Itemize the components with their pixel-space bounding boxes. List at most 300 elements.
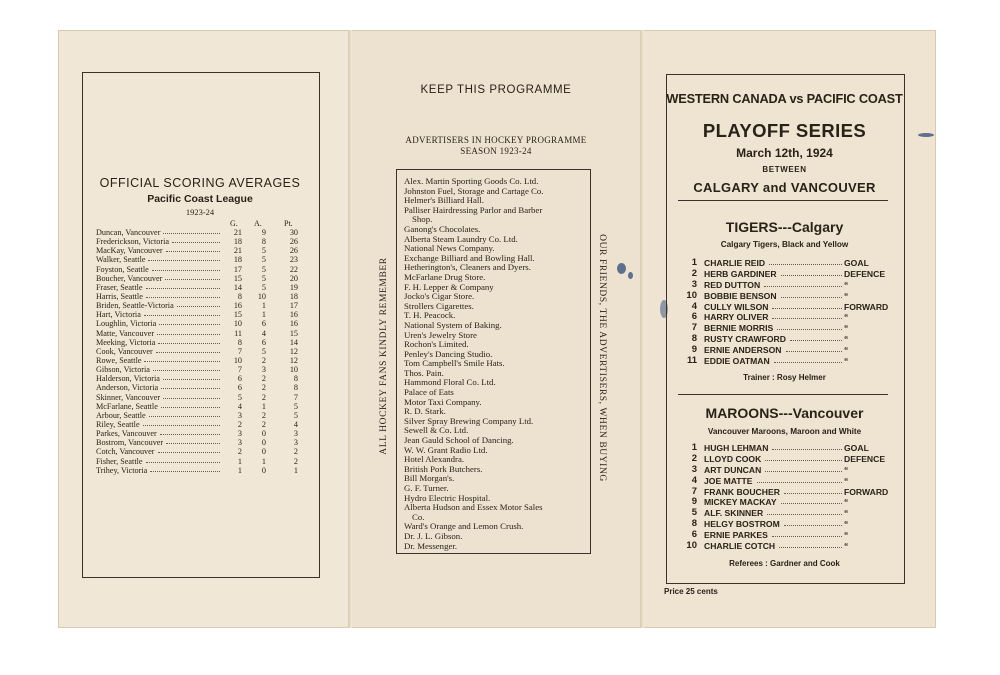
roster-row: [680, 541, 890, 552]
advertiser-item: R. D. Stark.: [404, 407, 446, 417]
advertiser-item: T. H. Peacock.: [404, 311, 456, 321]
assists: 2: [261, 410, 266, 420]
roster-row: [680, 345, 890, 356]
player-name: Frederickson, Victoria: [96, 237, 170, 247]
dot-leader: [784, 525, 842, 526]
dot-leader: [765, 471, 842, 472]
referees: Referees : Gardner and Cook: [729, 559, 840, 568]
dot-leader: [161, 407, 220, 408]
goals: 21: [233, 246, 242, 256]
vertical-text-left-label: ALL HOCKEY FANS KINDLY REMEMBER: [379, 257, 389, 455]
player-name: Duncan, Vancouver: [96, 228, 161, 237]
player-name: Foyston, Seattle: [96, 264, 149, 274]
advertiser-item: Ward's Orange and Lemon Crush.: [404, 522, 524, 532]
player-name: RED DUTTON: [704, 279, 761, 290]
player-name: HARRY OLIVER: [704, 312, 769, 323]
dot-leader: [159, 324, 220, 325]
points: 2: [293, 456, 298, 466]
roster-row: [680, 334, 890, 345]
dot-leader: [781, 297, 842, 298]
dot-leader: [146, 297, 220, 298]
advertiser-item: British Pork Butchers.: [404, 464, 483, 474]
advertiser-item: National System of Baking.: [404, 320, 502, 330]
player-position: GOAL: [844, 443, 869, 453]
dot-leader: [774, 362, 842, 363]
assists: 5: [261, 282, 266, 292]
goals: 1: [237, 465, 242, 475]
player-position: “: [844, 323, 849, 334]
advertiser-item: Jean Gauld School of Dancing.: [404, 436, 514, 446]
dot-leader: [161, 388, 220, 389]
scoring-row: [96, 310, 306, 319]
dot-leader: [172, 242, 220, 243]
assists: 4: [261, 328, 266, 338]
advertiser-item: Penley's Dancing Studio.: [404, 349, 493, 359]
player-name: ERNIE ANDERSON: [704, 345, 782, 356]
assists: 2: [261, 374, 266, 384]
player-position: DEFENCE: [844, 453, 886, 464]
player-name: Bostrom, Vancouver: [96, 438, 164, 448]
goals: 10: [233, 355, 242, 365]
scoring-row: [96, 292, 306, 301]
dot-leader: [163, 379, 220, 380]
advertiser-item: Uren's Jewelry Store: [404, 330, 477, 340]
advertisers-title: ADVERTISERS IN HOCKEY PROGRAMME: [405, 135, 587, 145]
scoring-row: [96, 447, 306, 456]
dot-leader: [772, 318, 842, 319]
advertiser-item: National News Company.: [404, 244, 495, 254]
jersey-number: 5: [691, 507, 697, 519]
advertiser-item: G. F. Turner.: [404, 484, 449, 493]
dot-leader: [784, 493, 842, 494]
dot-leader: [143, 425, 220, 426]
calgary-team-subtitle: Calgary Tigers, Black and Yellow: [720, 240, 849, 249]
fold-crease: [640, 30, 644, 628]
dot-leader: [150, 471, 220, 472]
scoring-row: [96, 356, 306, 365]
scoring-row: [96, 466, 306, 475]
scoring-row: [96, 374, 306, 383]
points: 17: [289, 301, 298, 311]
points: 5: [293, 401, 298, 411]
roster-row: [680, 323, 890, 334]
dot-leader: [772, 308, 842, 309]
advertiser-item: W. W. Grant Radio Ltd.: [404, 445, 488, 455]
scoring-row: [96, 246, 306, 255]
player-name: Hart, Victoria: [96, 310, 141, 320]
goals: 18: [233, 255, 242, 265]
player-name: Fisher, Seattle: [96, 456, 143, 466]
dot-leader: [777, 329, 842, 330]
jersey-number: 10: [686, 289, 697, 301]
playoff-title: PLAYOFF SERIES: [702, 120, 867, 141]
advertiser-item: Hotel Alexandra.: [404, 455, 465, 465]
player-name: EDDIE OATMAN: [704, 356, 770, 367]
player-position: “: [844, 508, 849, 519]
advertiser-item: Alberta Steam Laundry Co. Ltd.: [404, 234, 518, 244]
player-name: CHARLIE REID: [704, 258, 766, 268]
advertisers-season: SEASON 1923-24: [460, 146, 532, 156]
scoring-row: [96, 338, 306, 347]
dot-leader: [163, 233, 220, 234]
player-name: Parkes, Vancouver: [96, 429, 157, 439]
advertiser-item: Palliser Hairdressing Parlor and Barber: [404, 205, 543, 215]
assists: 2: [261, 355, 266, 365]
advertiser-item: Hetherington's, Cleaners and Dyers.: [404, 263, 531, 273]
jersey-number: 6: [691, 529, 697, 541]
scoring-row: [96, 383, 306, 392]
roster-row: [680, 465, 890, 476]
player-name: McFarlane, Seattle: [96, 401, 158, 411]
goals: 6: [237, 383, 242, 393]
col-assists: A.: [254, 219, 262, 228]
player-name: MICKEY MACKAY: [704, 497, 777, 508]
ink-stain: [628, 272, 633, 279]
jersey-number: 1: [691, 257, 697, 268]
player-position: “: [844, 519, 849, 530]
calgary-team-name: TIGERS---Calgary: [725, 219, 844, 235]
advertiser-item: Hydro Electric Hospital.: [404, 493, 491, 503]
jersey-number: 4: [691, 300, 697, 312]
player-name: Meeking, Victoria: [96, 337, 156, 347]
keep-programme-heading: KEEP THIS PROGRAMME: [420, 84, 572, 96]
goals: 18: [233, 237, 242, 247]
dot-leader: [772, 536, 842, 537]
dot-leader: [148, 260, 220, 261]
divider: [678, 200, 888, 201]
assists: 0: [261, 465, 266, 475]
points: 30: [289, 228, 298, 237]
player-position: “: [844, 497, 849, 508]
player-name: CULLY WILSON: [704, 301, 769, 312]
dot-leader: [146, 288, 220, 289]
dot-leader: [769, 264, 842, 265]
advertiser-item: Palace of Eats: [404, 388, 454, 398]
jersey-number: 3: [691, 278, 697, 290]
scoring-row: [96, 438, 306, 447]
goals: 8: [237, 291, 242, 301]
dot-leader: [790, 340, 842, 341]
points: 16: [289, 319, 298, 329]
points: 3: [293, 429, 298, 439]
jersey-number: 7: [691, 322, 697, 334]
goals: 14: [233, 282, 242, 292]
advertiser-item: Co.: [412, 512, 425, 522]
league-name: Pacific Coast League: [147, 193, 253, 205]
assists: 5: [261, 273, 266, 283]
assists: 2: [261, 419, 266, 429]
points: 8: [293, 383, 298, 393]
player-position: “: [844, 345, 849, 356]
player-name: Skinner, Vancouver: [96, 392, 161, 402]
col-points: Pt.: [284, 219, 293, 228]
player-name: MacKay, Vancouver: [96, 246, 163, 256]
calgary-roster: [680, 258, 890, 367]
player-position: “: [844, 279, 849, 290]
points: 18: [289, 291, 298, 301]
scoring-row: [96, 319, 306, 328]
scoring-row: [96, 411, 306, 420]
goals: 8: [237, 337, 242, 347]
advertiser-item: Hammond Floral Co. Ltd.: [404, 378, 496, 388]
jersey-number: 6: [691, 311, 697, 323]
advertiser-item: Jocko's Cigar Store.: [404, 292, 475, 302]
roster-row: [680, 487, 890, 498]
player-name: Loughlin, Victoria: [96, 319, 157, 329]
points: 1: [293, 465, 298, 475]
assists: 1: [261, 301, 266, 311]
player-position: “: [844, 541, 849, 552]
assists: 0: [261, 447, 266, 457]
game-date: March 12th, 1924: [736, 146, 833, 160]
vertical-text-right: [596, 228, 608, 488]
player-name: CHARLIE COTCH: [704, 541, 776, 552]
player-name: JOE MATTE: [704, 475, 753, 486]
player-name: Boucher, Vancouver: [96, 273, 163, 283]
points: 12: [289, 355, 298, 365]
jersey-number: 3: [691, 463, 697, 475]
vancouver-team-subtitle: Vancouver Maroons, Maroon and White: [707, 427, 862, 436]
player-name: ALF. SKINNER: [704, 508, 764, 519]
dot-leader: [166, 443, 220, 444]
player-position: “: [844, 464, 849, 475]
jersey-number: 11: [686, 355, 697, 367]
player-name: Gibson, Victoria: [96, 365, 150, 375]
assists: 6: [261, 337, 266, 347]
goals: 1: [237, 456, 242, 466]
dot-leader: [158, 343, 220, 344]
advertiser-item: Bill Morgan's.: [404, 474, 455, 484]
goals: 3: [237, 429, 242, 439]
roster-row: [680, 519, 890, 530]
roster-row: [680, 443, 890, 454]
scoring-row: [96, 255, 306, 264]
vertical-text-right-label: OUR FRIENDS, THE ADVERTISERS, WHEN BUYING: [597, 234, 607, 482]
assists: 5: [261, 264, 266, 274]
scoring-row: [96, 393, 306, 402]
points: 3: [293, 438, 298, 448]
advertiser-item: Rochon's Limited.: [404, 340, 469, 350]
dot-leader: [772, 449, 842, 450]
player-name: Walker, Seattle: [96, 255, 146, 265]
jersey-number: 9: [691, 496, 697, 508]
points: 20: [289, 273, 298, 283]
points: 23: [289, 255, 298, 265]
goals: 17: [233, 264, 242, 274]
goals: 7: [237, 346, 242, 356]
dot-leader: [786, 351, 842, 352]
player-name: Harris, Seattle: [96, 291, 143, 301]
matchup-heading: WESTERN CANADA vs PACIFIC COAST: [666, 91, 903, 106]
ink-stain: [918, 133, 934, 137]
advertiser-item: Dr. J. L. Gibson.: [404, 531, 463, 541]
player-name: Trihey, Victoria: [96, 465, 148, 475]
assists: 10: [257, 291, 266, 301]
jersey-number: 7: [691, 485, 697, 497]
assists: 3: [261, 365, 266, 375]
goals: 6: [237, 374, 242, 384]
roster-row: [680, 508, 890, 519]
assists: 0: [261, 438, 266, 448]
dot-leader: [165, 279, 220, 280]
advertiser-item: F. H. Lepper & Company: [404, 282, 494, 292]
player-name: Briden, Seattle-Victoria: [96, 301, 174, 311]
player-name: HUGH LEHMAN: [704, 443, 769, 453]
assists: 1: [261, 310, 266, 320]
scoring-row: [96, 402, 306, 411]
points: 16: [289, 310, 298, 320]
league-season: 1923-24: [185, 207, 215, 217]
goals: 2: [237, 447, 242, 457]
player-position: GOAL: [844, 258, 869, 268]
player-position: DEFENCE: [844, 268, 886, 279]
goals: 15: [233, 310, 242, 320]
roster-row: [680, 356, 890, 367]
dot-leader: [781, 503, 842, 504]
points: 7: [293, 392, 298, 402]
dot-leader: [781, 275, 842, 276]
goals: 11: [234, 328, 242, 338]
goals: 21: [233, 228, 242, 237]
scoring-row: [96, 301, 306, 310]
scoring-row: [96, 283, 306, 292]
player-name: Anderson, Victoria: [96, 383, 159, 393]
jersey-number: 8: [691, 333, 697, 345]
player-name: Rowe, Seattle: [96, 355, 142, 365]
dot-leader: [765, 460, 842, 461]
assists: 1: [261, 401, 266, 411]
price-label: Price 25 cents: [664, 587, 718, 596]
roster-row: [680, 476, 890, 487]
player-name: Cotch, Vancouver: [96, 447, 155, 457]
assists: 5: [261, 255, 266, 265]
advertiser-item: Alberta Hudson and Essex Motor Sales: [404, 503, 543, 513]
vancouver-team-name: MAROONS---Vancouver: [705, 405, 864, 421]
advertiser-item: Ganong's Chocolates.: [404, 224, 481, 234]
dot-leader: [144, 315, 220, 316]
advertiser-item: Johnston Fuel, Storage and Cartage Co.: [404, 186, 544, 196]
jersey-number: 1: [691, 442, 697, 453]
points: 26: [289, 246, 298, 256]
player-position: “: [844, 530, 849, 541]
player-name: Riley, Seattle: [96, 419, 140, 429]
roster-row: [680, 302, 890, 313]
jersey-number: 9: [691, 344, 697, 356]
scoring-table: [96, 228, 306, 475]
points: 12: [289, 346, 298, 356]
player-position: “: [844, 312, 849, 323]
advertiser-item: Motor Taxi Company.: [404, 397, 482, 407]
scoring-row: [96, 457, 306, 466]
advertiser-item: Alex. Martin Sporting Goods Co. Ltd.: [404, 177, 539, 186]
assists: 0: [261, 429, 266, 439]
advertiser-item: Thos. Pain.: [404, 368, 444, 378]
points: 5: [293, 410, 298, 420]
points: 8: [293, 374, 298, 384]
goals: 15: [233, 273, 242, 283]
assists: 2: [261, 383, 266, 393]
assists: 5: [261, 246, 266, 256]
player-name: Arbour, Seattle: [96, 410, 146, 420]
points: 22: [289, 264, 298, 274]
dot-leader: [757, 482, 842, 483]
assists: 8: [261, 237, 266, 247]
advertiser-item: Silver Spray Brewing Company Ltd.: [404, 416, 534, 426]
dot-leader: [160, 434, 220, 435]
player-name: HELGY BOSTROM: [704, 519, 780, 530]
advertisers-list: [404, 177, 586, 551]
dot-leader: [146, 462, 220, 463]
goals: 5: [237, 392, 242, 402]
col-goals: G.: [230, 219, 238, 228]
player-position: “: [844, 475, 849, 486]
scoring-title: OFFICIAL SCORING AVERAGES: [99, 176, 301, 190]
dot-leader: [764, 286, 842, 287]
assists: 9: [261, 228, 266, 237]
player-name: LLOYD COOK: [704, 453, 762, 464]
assists: 5: [261, 346, 266, 356]
roster-row: [680, 269, 890, 280]
goals: 4: [237, 401, 242, 411]
dot-leader: [163, 398, 220, 399]
player-position: “: [844, 356, 849, 367]
dot-leader: [767, 514, 842, 515]
between-label: BETWEEN: [762, 165, 807, 174]
advertiser-item: Dr. Messenger.: [404, 541, 458, 551]
teams-line: CALGARY and VANCOUVER: [693, 180, 876, 195]
dot-leader: [158, 452, 220, 453]
dot-leader: [156, 352, 220, 353]
points: 10: [289, 365, 298, 375]
assists: 6: [261, 319, 266, 329]
calgary-trainer: Trainer : Rosy Helmer: [743, 373, 826, 382]
goals: 16: [233, 301, 242, 311]
scoring-row: [96, 329, 306, 338]
dot-leader: [157, 334, 220, 335]
player-name: HERB GARDINER: [704, 268, 777, 279]
dot-leader: [149, 416, 220, 417]
player-position: FORWARD: [844, 301, 889, 312]
scoring-row: [96, 429, 306, 438]
jersey-number: 10: [686, 540, 697, 552]
advertiser-item: Helmer's Billiard Hall.: [404, 196, 485, 206]
scoring-row: [96, 365, 306, 374]
vancouver-roster: [680, 443, 890, 552]
roster-row: [680, 312, 890, 323]
roster-row: [680, 258, 890, 269]
player-name: Matte, Vancouver: [96, 328, 155, 338]
points: 19: [289, 282, 298, 292]
goals: 2: [237, 419, 242, 429]
jersey-number: 2: [691, 267, 697, 279]
jersey-number: 4: [691, 474, 697, 486]
divider: [678, 394, 888, 395]
goals: 3: [237, 410, 242, 420]
scoring-row: [96, 265, 306, 274]
goals: 3: [237, 438, 242, 448]
points: 26: [289, 237, 298, 247]
jersey-number: 8: [691, 518, 697, 530]
advertiser-item: Strollers Cigarettes.: [404, 301, 474, 311]
player-name: BERNIE MORRIS: [704, 323, 774, 334]
roster-row: [680, 454, 890, 465]
scoring-row: [96, 237, 306, 246]
assists: 1: [261, 456, 266, 466]
dot-leader: [153, 370, 220, 371]
roster-row: [680, 291, 890, 302]
jersey-number: 2: [691, 452, 697, 464]
advertiser-item: Sewell & Co. Ltd.: [404, 426, 469, 436]
